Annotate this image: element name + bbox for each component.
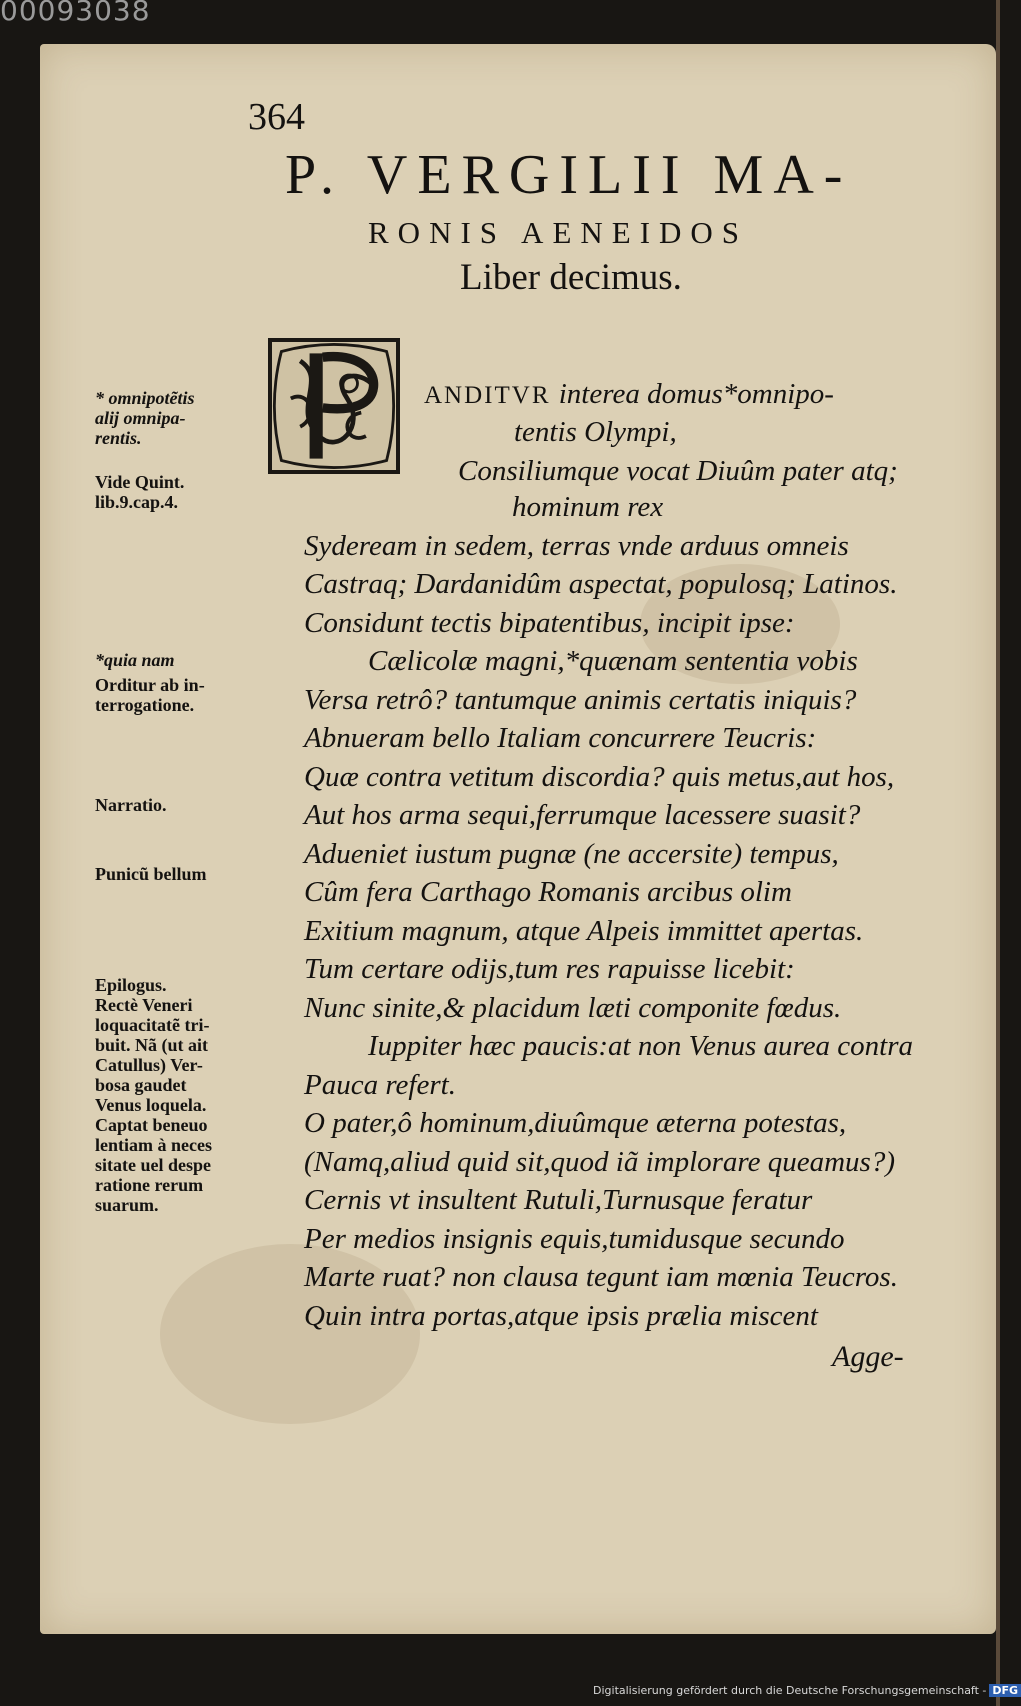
verse-line-text: interea domus*omnipo- bbox=[558, 378, 834, 410]
margin-note-line: lentiam à neces bbox=[95, 1135, 212, 1155]
verse-line: Sydeream in sedem, terras vnde arduus omneis bbox=[304, 530, 849, 562]
verse-line: Versa retrô? tantumque animis certatis iniquis? bbox=[304, 684, 857, 716]
verse-line: Cernis vt insultent Rutuli,Turnusque feratur bbox=[304, 1184, 813, 1216]
dfg-logo: DFG bbox=[989, 1684, 1021, 1697]
verse-line: Iuppiter hæc paucis:at non Venus aurea contra bbox=[368, 1030, 914, 1062]
verse-line: O pater,ô hominum,diuûmque æterna potestas, bbox=[304, 1107, 847, 1139]
margin-note-line: *quia nam bbox=[95, 650, 175, 670]
verse-line: Pauca refert. bbox=[304, 1069, 456, 1101]
margin-note-line: sitate uel despe bbox=[95, 1155, 211, 1175]
book-subtitle: Liber decimus. bbox=[460, 257, 682, 298]
margin-note bbox=[95, 795, 166, 815]
margin-note-line: rentis. bbox=[95, 428, 142, 448]
margin-note-line: Captat beneuo bbox=[95, 1115, 208, 1135]
margin-note-line: Orditur ab in- bbox=[95, 675, 205, 695]
verse-line: Per medios insignis equis,tumidusque secundo bbox=[304, 1223, 845, 1255]
margin-note-line: loquacitatẽ tri- bbox=[95, 1015, 210, 1035]
footer-text: Digitalisierung gefördert durch die Deutsche Forschungsgemeinschaft - bbox=[593, 1684, 987, 1697]
margin-note bbox=[95, 388, 195, 448]
verse-line: hominum rex bbox=[512, 491, 664, 523]
margin-note-line: Narratio. bbox=[95, 795, 167, 815]
margin-note-line: buit. Nã (ut ait bbox=[95, 1035, 209, 1055]
margin-note bbox=[95, 675, 205, 715]
scan-id-label: 00093038 bbox=[0, 0, 151, 27]
verse-line: Tum certare odijs,tum res rapuisse licebit: bbox=[304, 953, 795, 985]
margin-note-line: Vide Quint. bbox=[95, 472, 185, 492]
digitization-footer bbox=[593, 1684, 1021, 1697]
catchword: Agge- bbox=[832, 1340, 904, 1373]
margin-note-line: * omnipotẽtis bbox=[95, 388, 195, 408]
verse-line: (Namq,aliud quid sit,quod iã implorare queamus?) bbox=[304, 1146, 896, 1178]
margin-note bbox=[95, 864, 207, 884]
verse-line: Cûm fera Carthago Romanis arcibus olim bbox=[304, 876, 792, 908]
margin-note-line: Punicũ bellum bbox=[95, 864, 207, 884]
verse-line: Marte ruat? non clausa tegunt iam mœnia Teucros. bbox=[304, 1261, 898, 1293]
margin-note bbox=[95, 975, 212, 1215]
margin-note-line: Epilogus. bbox=[95, 975, 167, 995]
verse-line: Consiliumque vocat Diuûm pater atq; bbox=[458, 455, 898, 487]
margin-note-line: ratione rerum bbox=[95, 1175, 204, 1195]
margin-note-line: bosa gaudet bbox=[95, 1075, 187, 1095]
page-number: 364 bbox=[248, 96, 305, 138]
verse-line: tentis Olympi, bbox=[514, 416, 677, 448]
verse-line: Nunc sinite,& placidum læti componite fœdus. bbox=[304, 992, 842, 1024]
verse-line: Abnueram bello Italiam concurrere Teucris: bbox=[304, 722, 817, 754]
margin-note-line: Venus loquela. bbox=[95, 1095, 207, 1115]
verse-line: Quin intra portas,atque ipsis prælia miscent bbox=[304, 1300, 818, 1332]
verse-line: Considunt tectis bipatentibus, incipit ipse: bbox=[304, 607, 795, 639]
verse-line-caps: ANDITVR bbox=[424, 382, 559, 409]
verse-line bbox=[424, 380, 834, 409]
margin-note-line: Rectè Veneri bbox=[95, 995, 193, 1015]
verse-line: Adueniet iustum pugnæ (ne accersite) tempus, bbox=[304, 838, 839, 870]
margin-note-line: terrogatione. bbox=[95, 695, 195, 715]
page-edge bbox=[996, 0, 1000, 1706]
verse-line: Aut hos arma sequi,ferrumque lacessere suasit? bbox=[304, 799, 861, 831]
title-line-1: P. VERGILII MA- bbox=[285, 144, 853, 206]
verse-line: Quæ contra vetitum discordia? quis metus,aut hos, bbox=[304, 761, 895, 793]
margin-note-line: lib.9.cap.4. bbox=[95, 492, 179, 512]
verse-line: Exitium magnum, atque Alpeis immittet apertas. bbox=[304, 915, 864, 947]
margin-note bbox=[95, 472, 184, 512]
decorated-initial-p bbox=[268, 338, 400, 474]
margin-note bbox=[95, 650, 175, 670]
margin-note-line: Catullus) Ver- bbox=[95, 1055, 203, 1075]
ornament-icon bbox=[272, 342, 396, 470]
margin-note-line: suarum. bbox=[95, 1195, 159, 1215]
title-line-2: RONIS AENEIDOS bbox=[368, 215, 749, 250]
verse-line: Castraq; Dardanidûm aspectat, populosq; Latinos. bbox=[304, 568, 898, 600]
verse-line: Cælicolæ magni,*quænam sententia vobis bbox=[368, 645, 858, 677]
margin-note-line: alij omnipa- bbox=[95, 408, 186, 428]
